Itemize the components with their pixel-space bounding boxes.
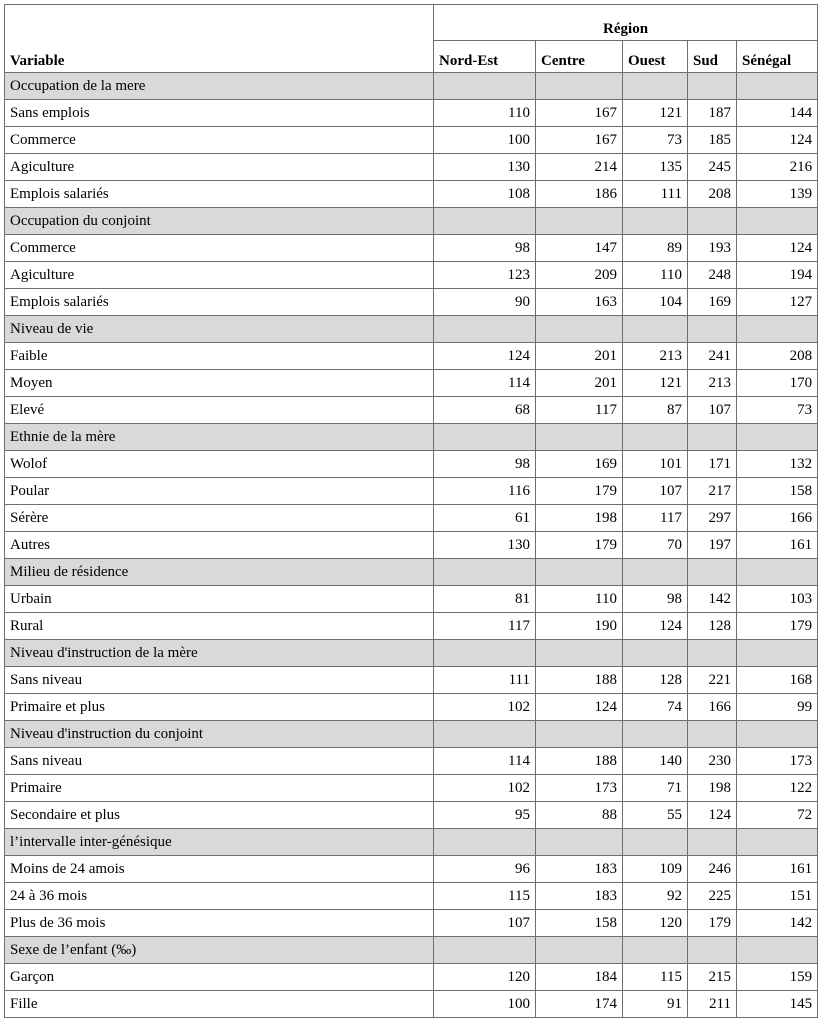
table-row [5,181,818,208]
category-empty-cell [623,640,688,667]
category-empty-cell [688,73,737,100]
table-row [5,694,818,721]
value-cell: 98 [434,451,536,478]
value-cell: 124 [737,235,818,262]
category-empty-cell [536,721,623,748]
table-row [5,478,818,505]
value-cell: 70 [623,532,688,559]
category-row [5,73,818,100]
value-cell: 121 [623,370,688,397]
category-empty-cell [623,559,688,586]
value-cell: 145 [737,991,818,1018]
category-empty-cell [434,316,536,343]
row-label: Sérère [5,505,434,532]
value-cell: 167 [536,127,623,154]
value-cell: 211 [688,991,737,1018]
value-cell: 115 [623,964,688,991]
category-row [5,316,818,343]
value-cell: 103 [737,586,818,613]
value-cell: 190 [536,613,623,640]
row-label: Commerce [5,127,434,154]
value-cell: 201 [536,343,623,370]
value-cell: 147 [536,235,623,262]
data-table [4,4,818,1018]
category-empty-cell [434,424,536,451]
category-row [5,829,818,856]
value-cell: 120 [623,910,688,937]
value-cell: 124 [623,613,688,640]
value-cell: 98 [434,235,536,262]
category-title: Occupation du conjoint [5,208,434,235]
row-label: Fille [5,991,434,1018]
value-cell: 124 [536,694,623,721]
value-cell: 167 [536,100,623,127]
column-header-ouest: Ouest [623,41,688,73]
column-header-nord-est: Nord-Est [434,41,536,73]
value-cell: 201 [536,370,623,397]
value-cell: 168 [737,667,818,694]
value-cell: 114 [434,370,536,397]
category-title: Niveau d'instruction du conjoint [5,721,434,748]
value-cell: 163 [536,289,623,316]
row-label: Elevé [5,397,434,424]
category-empty-cell [623,316,688,343]
category-title: Occupation de la mere [5,73,434,100]
category-empty-cell [623,721,688,748]
row-label: Primaire et plus [5,694,434,721]
row-label: Sans niveau [5,748,434,775]
value-cell: 130 [434,532,536,559]
category-row [5,937,818,964]
category-empty-cell [623,937,688,964]
value-cell: 111 [623,181,688,208]
value-cell: 98 [623,586,688,613]
value-cell: 183 [536,856,623,883]
value-cell: 110 [434,100,536,127]
value-cell: 158 [536,910,623,937]
table-row [5,613,818,640]
table-body [5,73,818,1018]
value-cell: 142 [688,586,737,613]
category-title: l’intervalle inter-génésique [5,829,434,856]
category-empty-cell [536,316,623,343]
value-cell: 197 [688,532,737,559]
category-title: Niveau d'instruction de la mère [5,640,434,667]
value-cell: 194 [737,262,818,289]
category-empty-cell [688,640,737,667]
value-cell: 123 [434,262,536,289]
value-cell: 100 [434,127,536,154]
category-empty-cell [737,424,818,451]
category-title: Sexe de l’enfant (‰) [5,937,434,964]
table-row [5,289,818,316]
row-label: Commerce [5,235,434,262]
category-empty-cell [688,208,737,235]
value-cell: 241 [688,343,737,370]
value-cell: 61 [434,505,536,532]
category-row [5,721,818,748]
category-empty-cell [737,73,818,100]
value-cell: 130 [434,154,536,181]
category-empty-cell [623,73,688,100]
row-label: Faible [5,343,434,370]
category-empty-cell [737,208,818,235]
value-cell: 104 [623,289,688,316]
category-empty-cell [434,937,536,964]
table-row [5,370,818,397]
value-cell: 161 [737,532,818,559]
value-cell: 109 [623,856,688,883]
value-cell: 185 [688,127,737,154]
table-row [5,883,818,910]
category-row [5,559,818,586]
value-cell: 140 [623,748,688,775]
variable-header: Variable [5,5,434,73]
value-cell: 128 [623,667,688,694]
table-row [5,343,818,370]
value-cell: 108 [434,181,536,208]
value-cell: 171 [688,451,737,478]
row-label: Emplois salariés [5,289,434,316]
value-cell: 55 [623,802,688,829]
value-cell: 193 [688,235,737,262]
region-header: Région [434,5,818,41]
category-title: Niveau de vie [5,316,434,343]
column-header-centre: Centre [536,41,623,73]
value-cell: 102 [434,694,536,721]
value-cell: 116 [434,478,536,505]
value-cell: 179 [536,478,623,505]
category-empty-cell [688,424,737,451]
category-empty-cell [434,208,536,235]
category-empty-cell [536,424,623,451]
category-empty-cell [737,316,818,343]
table-row [5,532,818,559]
value-cell: 68 [434,397,536,424]
category-empty-cell [623,424,688,451]
value-cell: 135 [623,154,688,181]
category-row [5,640,818,667]
table-row [5,910,818,937]
category-empty-cell [536,73,623,100]
value-cell: 124 [688,802,737,829]
value-cell: 89 [623,235,688,262]
category-empty-cell [688,721,737,748]
value-cell: 73 [623,127,688,154]
row-label: 24 à 36 mois [5,883,434,910]
value-cell: 102 [434,775,536,802]
value-cell: 179 [688,910,737,937]
row-label: Poular [5,478,434,505]
category-empty-cell [688,559,737,586]
value-cell: 87 [623,397,688,424]
row-label: Sans niveau [5,667,434,694]
value-cell: 88 [536,802,623,829]
row-label: Urbain [5,586,434,613]
value-cell: 161 [737,856,818,883]
value-cell: 151 [737,883,818,910]
value-cell: 179 [536,532,623,559]
value-cell: 139 [737,181,818,208]
table-row [5,235,818,262]
row-label: Emplois salariés [5,181,434,208]
value-cell: 121 [623,100,688,127]
value-cell: 107 [688,397,737,424]
value-cell: 91 [623,991,688,1018]
category-row [5,208,818,235]
value-cell: 99 [737,694,818,721]
value-cell: 221 [688,667,737,694]
table-row [5,667,818,694]
row-label: Primaire [5,775,434,802]
table-row [5,127,818,154]
category-title: Ethnie de la mère [5,424,434,451]
value-cell: 174 [536,991,623,1018]
category-empty-cell [737,559,818,586]
value-cell: 115 [434,883,536,910]
value-cell: 122 [737,775,818,802]
value-cell: 208 [737,343,818,370]
row-label: Garçon [5,964,434,991]
value-cell: 169 [536,451,623,478]
value-cell: 215 [688,964,737,991]
category-empty-cell [688,316,737,343]
table-row [5,748,818,775]
value-cell: 107 [623,478,688,505]
category-empty-cell [623,829,688,856]
value-cell: 124 [737,127,818,154]
category-empty-cell [434,721,536,748]
value-cell: 188 [536,748,623,775]
table-row [5,775,818,802]
value-cell: 248 [688,262,737,289]
row-label: Moyen [5,370,434,397]
table-row [5,856,818,883]
column-header-senegal: Sénégal [737,41,818,73]
value-cell: 114 [434,748,536,775]
table-row [5,154,818,181]
value-cell: 198 [688,775,737,802]
value-cell: 96 [434,856,536,883]
table-row [5,505,818,532]
value-cell: 117 [623,505,688,532]
category-empty-cell [737,829,818,856]
value-cell: 187 [688,100,737,127]
value-cell: 170 [737,370,818,397]
category-empty-cell [434,640,536,667]
value-cell: 117 [536,397,623,424]
row-label: Agiculture [5,262,434,289]
row-label: Sans emplois [5,100,434,127]
category-empty-cell [737,937,818,964]
value-cell: 101 [623,451,688,478]
value-cell: 198 [536,505,623,532]
category-title: Milieu de résidence [5,559,434,586]
category-empty-cell [536,937,623,964]
value-cell: 107 [434,910,536,937]
value-cell: 90 [434,289,536,316]
table-row [5,586,818,613]
category-empty-cell [737,721,818,748]
category-row [5,424,818,451]
value-cell: 100 [434,991,536,1018]
table-row [5,802,818,829]
value-cell: 209 [536,262,623,289]
value-cell: 225 [688,883,737,910]
row-label: Autres [5,532,434,559]
value-cell: 169 [688,289,737,316]
value-cell: 216 [737,154,818,181]
value-cell: 158 [737,478,818,505]
category-empty-cell [688,829,737,856]
table-row [5,397,818,424]
column-header-sud: Sud [688,41,737,73]
category-empty-cell [536,829,623,856]
value-cell: 120 [434,964,536,991]
value-cell: 142 [737,910,818,937]
category-empty-cell [434,73,536,100]
value-cell: 245 [688,154,737,181]
value-cell: 173 [536,775,623,802]
row-label: Moins de 24 amois [5,856,434,883]
row-label: Wolof [5,451,434,478]
value-cell: 213 [623,343,688,370]
value-cell: 213 [688,370,737,397]
table-row [5,991,818,1018]
category-empty-cell [536,208,623,235]
category-empty-cell [688,937,737,964]
value-cell: 92 [623,883,688,910]
value-cell: 117 [434,613,536,640]
table-row [5,100,818,127]
value-cell: 144 [737,100,818,127]
value-cell: 166 [688,694,737,721]
value-cell: 246 [688,856,737,883]
row-label: Rural [5,613,434,640]
value-cell: 127 [737,289,818,316]
value-cell: 166 [737,505,818,532]
value-cell: 184 [536,964,623,991]
category-empty-cell [434,829,536,856]
category-empty-cell [434,559,536,586]
value-cell: 124 [434,343,536,370]
value-cell: 74 [623,694,688,721]
value-cell: 73 [737,397,818,424]
value-cell: 188 [536,667,623,694]
value-cell: 183 [536,883,623,910]
table-row [5,262,818,289]
row-label: Agiculture [5,154,434,181]
row-label: Plus de 36 mois [5,910,434,937]
value-cell: 110 [536,586,623,613]
value-cell: 179 [737,613,818,640]
value-cell: 81 [434,586,536,613]
category-empty-cell [623,208,688,235]
table-header [5,5,818,73]
value-cell: 111 [434,667,536,694]
row-label: Secondaire et plus [5,802,434,829]
value-cell: 72 [737,802,818,829]
table-row [5,964,818,991]
value-cell: 159 [737,964,818,991]
table-row [5,451,818,478]
value-cell: 214 [536,154,623,181]
category-empty-cell [536,640,623,667]
category-empty-cell [737,640,818,667]
value-cell: 217 [688,478,737,505]
value-cell: 230 [688,748,737,775]
value-cell: 297 [688,505,737,532]
value-cell: 208 [688,181,737,208]
value-cell: 132 [737,451,818,478]
value-cell: 71 [623,775,688,802]
value-cell: 186 [536,181,623,208]
value-cell: 110 [623,262,688,289]
category-empty-cell [536,559,623,586]
value-cell: 173 [737,748,818,775]
value-cell: 95 [434,802,536,829]
value-cell: 128 [688,613,737,640]
